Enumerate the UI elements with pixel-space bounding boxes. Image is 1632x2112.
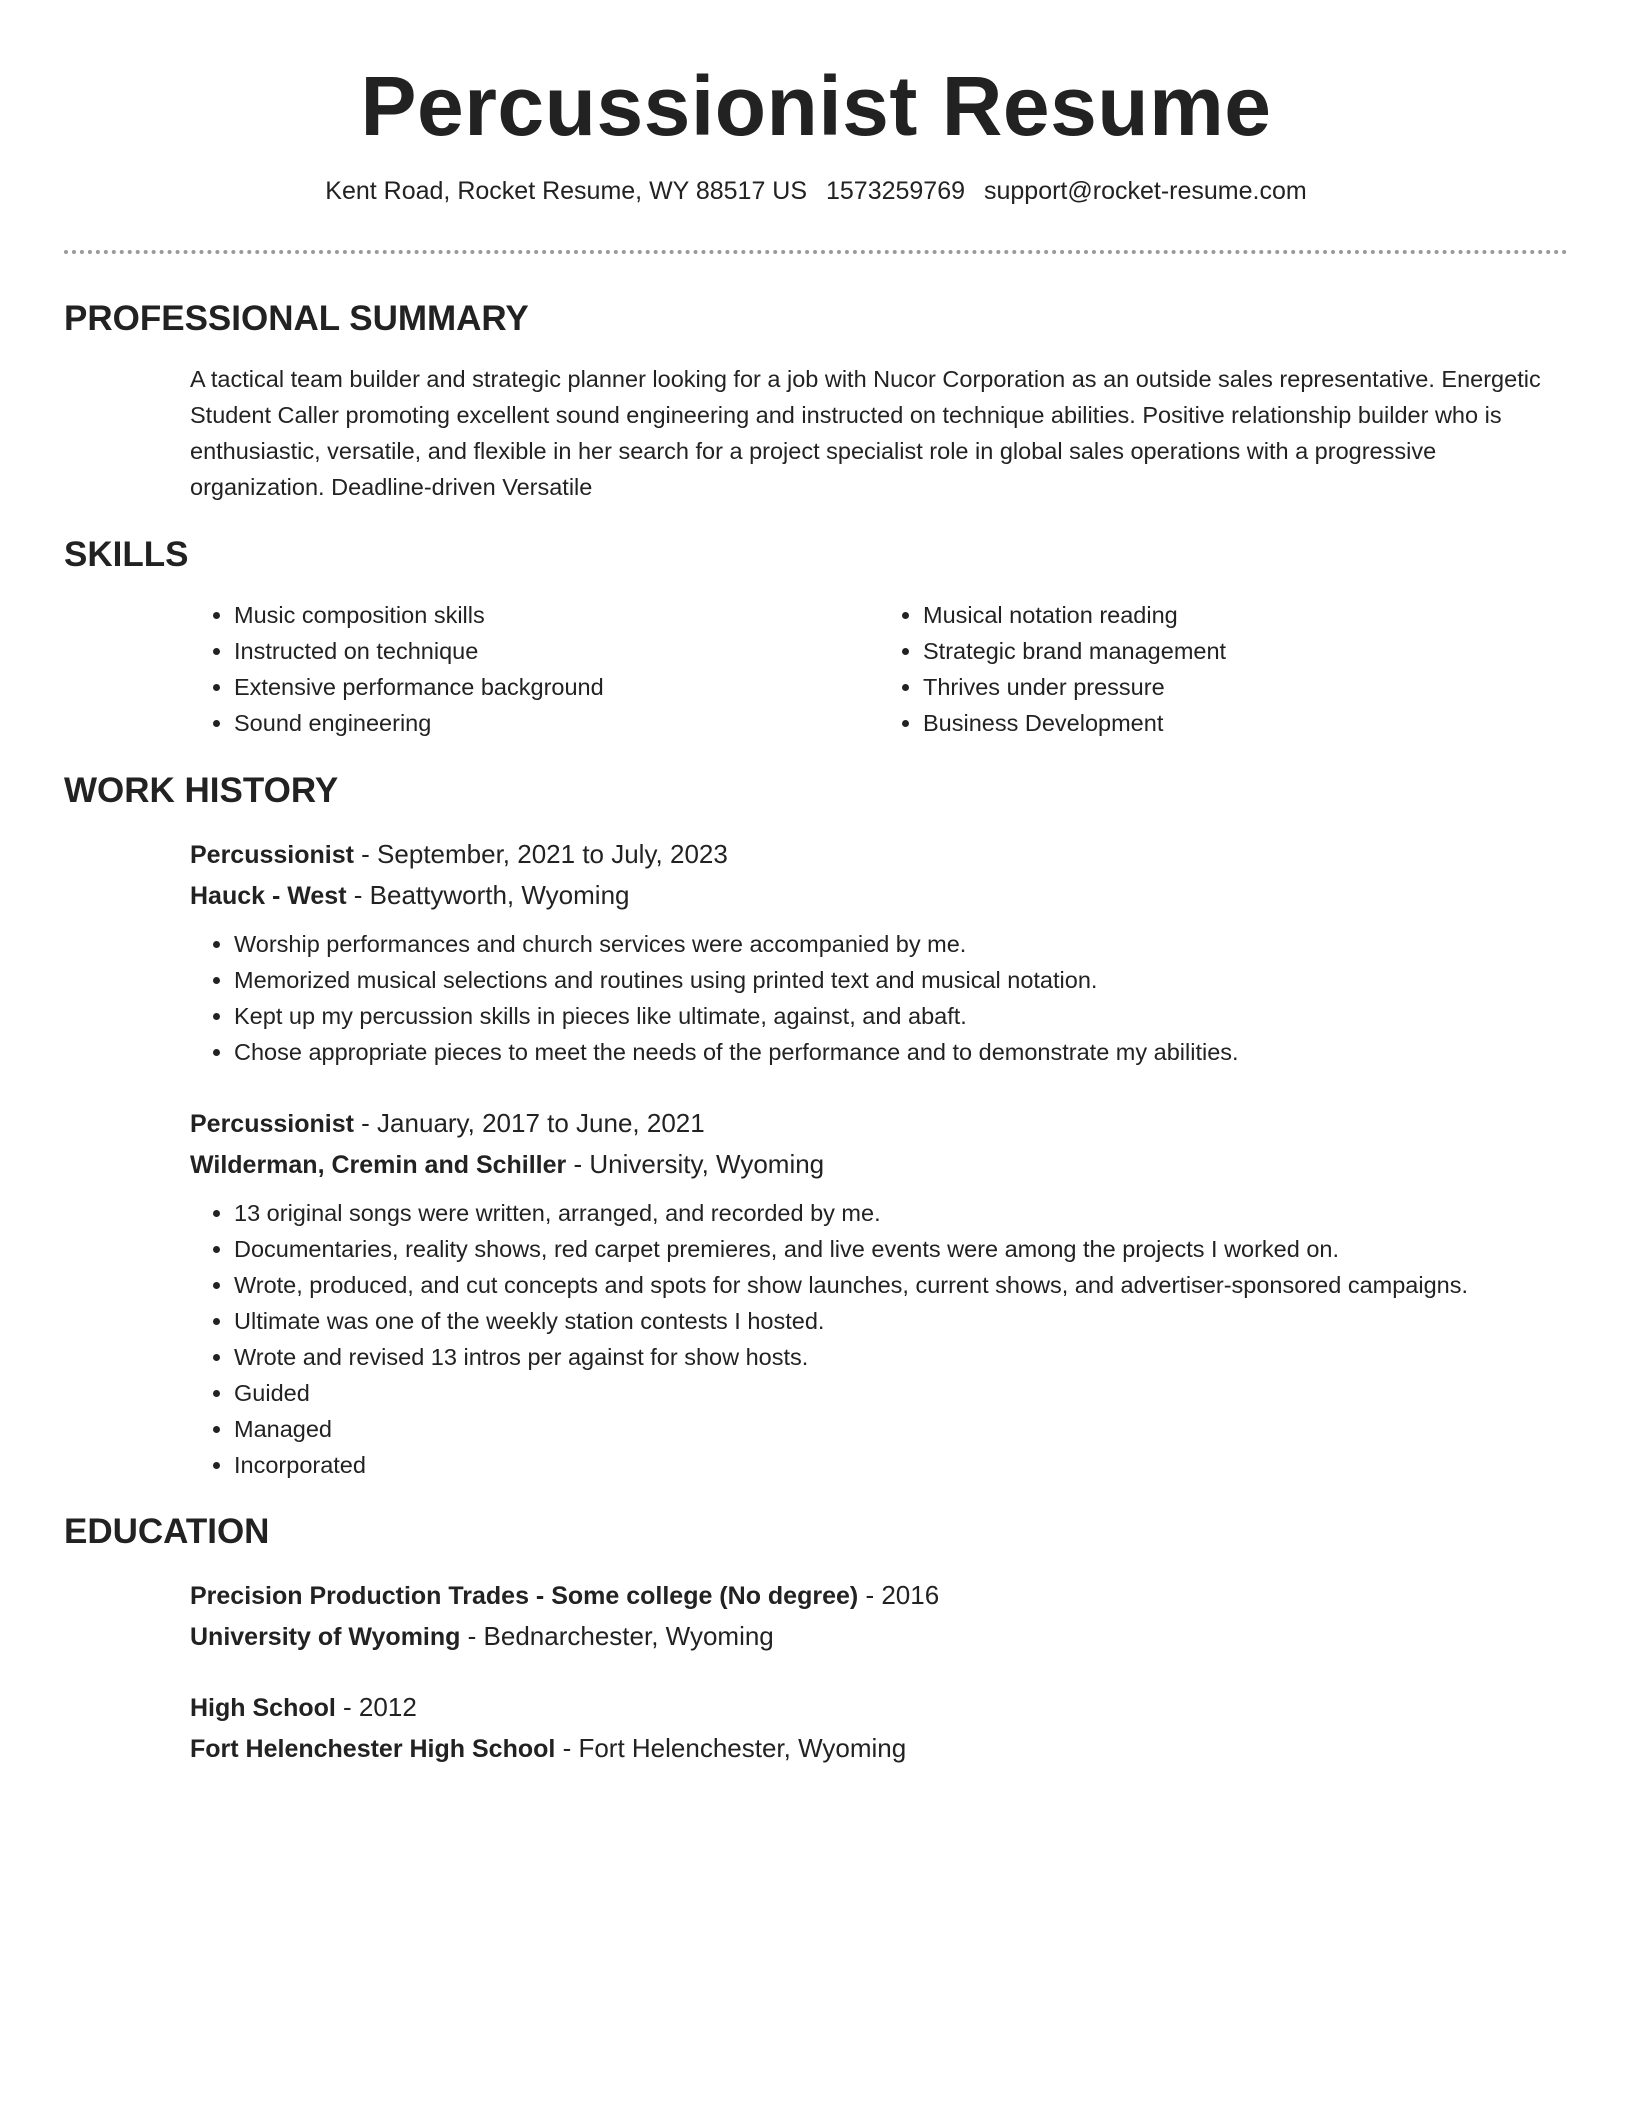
job-company: Hauck - West [190, 882, 347, 910]
education-school-line [190, 1728, 1568, 1769]
job-bullet: • Documentaries, reality shows, red carpet premieres, and live events were among the projects I worked on. [234, 1231, 1568, 1267]
job-bullets [190, 926, 1568, 1070]
job-bullet: • Wrote and revised 13 intros per against for show hosts. [234, 1339, 1568, 1375]
job-bullet: • Chose appropriate pieces to meet the needs of the performance and to demonstrate my abilities. [234, 1034, 1568, 1070]
education-entry [190, 1687, 1568, 1769]
address: Kent Road, Rocket Resume, WY 88517 US [325, 177, 808, 205]
education-year: - 2012 [335, 1692, 417, 1722]
contact-line [64, 176, 1568, 206]
education-school-line [190, 1616, 1568, 1657]
education-location: - Bednarchester, Wyoming [460, 1621, 774, 1651]
header-divider [64, 250, 1568, 254]
skill-item: • Sound engineering [234, 705, 879, 741]
job-bullet: • Wrote, produced, and cut concepts and spots for show launches, current shows, and advertiser-sponsored campaigns. [234, 1267, 1568, 1303]
job-entry [190, 834, 1568, 1070]
job-entry [190, 1103, 1568, 1483]
education-school: University of Wyoming [190, 1623, 461, 1651]
skill-item: • Musical notation reading [923, 597, 1568, 633]
job-bullet: • Worship performances and church services were accompanied by me. [234, 926, 1568, 962]
skill-item: • Strategic brand management [923, 633, 1568, 669]
work-heading: WORK HISTORY [64, 771, 339, 810]
education-degree: Precision Production Trades - Some college (No degree) [190, 1582, 859, 1610]
job-location: - University, Wyoming [566, 1149, 825, 1179]
job-bullets [190, 1195, 1568, 1483]
skill-item: • Music composition skills [234, 597, 879, 633]
job-bullet: • 13 original songs were written, arranged, and recorded by me. [234, 1195, 1568, 1231]
job-company: Wilderman, Cremin and Schiller [190, 1151, 567, 1179]
job-dates: - September, 2021 to July, 2023 [353, 839, 728, 869]
job-bullet: • Managed [234, 1411, 1568, 1447]
skills-column-right [879, 597, 1568, 741]
job-location: - Beattyworth, Wyoming [346, 880, 630, 910]
email-link[interactable]: support@rocket-resume.com [983, 177, 1307, 205]
job-title-line [190, 834, 1568, 875]
education-heading: EDUCATION [64, 1512, 270, 1551]
job-bullet: • Memorized musical selections and routines using printed text and musical notation. [234, 962, 1568, 998]
skills-column-left [190, 597, 879, 741]
summary-text: A tactical team builder and strategic planner looking for a job with Nucor Corporation as an outside sales representative. Energetic Student Caller promoting excellent sound engineering and instructed on technique abilities. Positive relationship builder who is enthusiastic, versatile, and flexible in her search for a project specialist role in global sales operations with a progressive organization. Deadline-driven Versatile [190, 366, 1541, 500]
job-dates: - January, 2017 to June, 2021 [353, 1108, 705, 1138]
job-bullet: • Ultimate was one of the weekly station contests I hosted. [234, 1303, 1568, 1339]
education-location: - Fort Helenchester, Wyoming [555, 1733, 907, 1763]
education-year: - 2016 [858, 1580, 940, 1610]
job-company-line [190, 875, 1568, 916]
skill-item: • Thrives under pressure [923, 669, 1568, 705]
job-role: Percussionist [190, 1110, 354, 1138]
job-bullet: • Guided [234, 1375, 1568, 1411]
education-degree: High School [190, 1694, 336, 1722]
skill-item: • Business Development [923, 705, 1568, 741]
job-role: Percussionist [190, 841, 354, 869]
education-entry [190, 1575, 1568, 1657]
skills-list [190, 597, 1568, 741]
page-title: Percussionist Resume [360, 59, 1272, 153]
skills-heading: SKILLS [64, 535, 189, 574]
education-school: Fort Helenchester High School [190, 1735, 556, 1763]
summary-heading: PROFESSIONAL SUMMARY [64, 299, 529, 338]
phone: 1573259769 [825, 177, 966, 205]
job-company-line [190, 1144, 1568, 1185]
job-bullet: • Kept up my percussion skills in pieces like ultimate, against, and abaft. [234, 998, 1568, 1034]
skill-item: • Instructed on technique [234, 633, 879, 669]
resume-page [64, 0, 1568, 1763]
job-bullet: • Incorporated [234, 1447, 1568, 1483]
skill-item: • Extensive performance background [234, 669, 879, 705]
education-degree-line [190, 1687, 1568, 1728]
job-title-line [190, 1103, 1568, 1144]
education-degree-line [190, 1575, 1568, 1616]
